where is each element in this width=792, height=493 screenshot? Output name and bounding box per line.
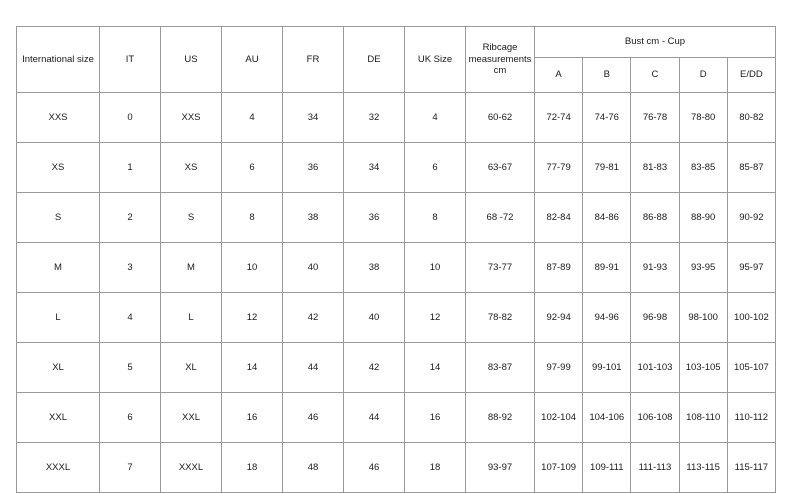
cell-international-size: S <box>17 193 100 243</box>
column-header-it: IT <box>100 27 161 93</box>
cell-fr: 46 <box>283 393 344 443</box>
cell-ribcage: 60-62 <box>466 93 535 143</box>
cell-de: 40 <box>344 293 405 343</box>
table-row <box>17 143 776 193</box>
column-header-au: AU <box>222 27 283 93</box>
cell-bust-d: 98-100 <box>679 293 727 343</box>
column-header-fr: FR <box>283 27 344 93</box>
column-header-cup-b: B <box>583 58 631 93</box>
column-header-cup-edd: E/DD <box>727 58 775 93</box>
column-header-ribcage: Ribcage measurements cm <box>466 27 535 93</box>
cell-it: 6 <box>100 393 161 443</box>
cell-bust-b: 109-111 <box>583 443 631 493</box>
column-header-de: DE <box>344 27 405 93</box>
cell-bust-c: 111-113 <box>631 443 679 493</box>
size-chart-table <box>16 26 776 493</box>
cell-ribcage: 73-77 <box>466 243 535 293</box>
cell-it: 5 <box>100 343 161 393</box>
cell-uk: 6 <box>405 143 466 193</box>
cell-bust-edd: 105-107 <box>727 343 775 393</box>
cell-de: 42 <box>344 343 405 393</box>
cell-bust-a: 82-84 <box>535 193 583 243</box>
cell-bust-b: 79-81 <box>583 143 631 193</box>
cell-ribcage: 63-67 <box>466 143 535 193</box>
cell-uk: 16 <box>405 393 466 443</box>
cell-uk: 12 <box>405 293 466 343</box>
cell-fr: 48 <box>283 443 344 493</box>
cell-international-size: XL <box>17 343 100 393</box>
table-header <box>17 27 776 93</box>
cell-bust-b: 84-86 <box>583 193 631 243</box>
cell-bust-d: 78-80 <box>679 93 727 143</box>
cell-us: M <box>161 243 222 293</box>
cell-bust-edd: 95-97 <box>727 243 775 293</box>
cell-bust-b: 94-96 <box>583 293 631 343</box>
cell-bust-d: 103-105 <box>679 343 727 393</box>
cell-us: S <box>161 193 222 243</box>
cell-bust-c: 101-103 <box>631 343 679 393</box>
cell-bust-b: 89-91 <box>583 243 631 293</box>
cell-au: 8 <box>222 193 283 243</box>
cell-bust-c: 86-88 <box>631 193 679 243</box>
cell-fr: 36 <box>283 143 344 193</box>
cell-us: XL <box>161 343 222 393</box>
cell-international-size: XXL <box>17 393 100 443</box>
cell-international-size: XXXL <box>17 443 100 493</box>
column-group-header-bust: Bust cm - Cup <box>535 27 776 58</box>
cell-us: XXS <box>161 93 222 143</box>
cell-bust-c: 81-83 <box>631 143 679 193</box>
cell-de: 34 <box>344 143 405 193</box>
cell-bust-a: 97-99 <box>535 343 583 393</box>
cell-de: 38 <box>344 243 405 293</box>
cell-bust-c: 106-108 <box>631 393 679 443</box>
cell-au: 6 <box>222 143 283 193</box>
cell-international-size: XXS <box>17 93 100 143</box>
cell-au: 12 <box>222 293 283 343</box>
table-body <box>17 93 776 493</box>
cell-bust-d: 88-90 <box>679 193 727 243</box>
cell-fr: 34 <box>283 93 344 143</box>
table-row <box>17 393 776 443</box>
cell-bust-c: 76-78 <box>631 93 679 143</box>
cell-bust-edd: 110-112 <box>727 393 775 443</box>
cell-ribcage: 88-92 <box>466 393 535 443</box>
column-header-international-size: International size <box>17 27 100 93</box>
cell-de: 32 <box>344 93 405 143</box>
cell-bust-edd: 90-92 <box>727 193 775 243</box>
column-header-cup-d: D <box>679 58 727 93</box>
cell-it: 1 <box>100 143 161 193</box>
cell-au: 16 <box>222 393 283 443</box>
cell-bust-d: 108-110 <box>679 393 727 443</box>
cell-au: 10 <box>222 243 283 293</box>
table-row <box>17 93 776 143</box>
cell-ribcage: 93-97 <box>466 443 535 493</box>
cell-international-size: M <box>17 243 100 293</box>
cell-bust-a: 77-79 <box>535 143 583 193</box>
cell-ribcage: 78-82 <box>466 293 535 343</box>
column-header-us: US <box>161 27 222 93</box>
table-row <box>17 293 776 343</box>
cell-bust-d: 83-85 <box>679 143 727 193</box>
cell-bust-b: 104-106 <box>583 393 631 443</box>
cell-it: 2 <box>100 193 161 243</box>
cell-bust-c: 91-93 <box>631 243 679 293</box>
cell-bust-a: 107-109 <box>535 443 583 493</box>
cell-fr: 42 <box>283 293 344 343</box>
header-row-top <box>17 27 776 58</box>
cell-bust-edd: 85-87 <box>727 143 775 193</box>
cell-international-size: XS <box>17 143 100 193</box>
cell-de: 44 <box>344 393 405 443</box>
cell-bust-edd: 80-82 <box>727 93 775 143</box>
cell-au: 14 <box>222 343 283 393</box>
cell-it: 3 <box>100 243 161 293</box>
cell-bust-c: 96-98 <box>631 293 679 343</box>
cell-bust-edd: 100-102 <box>727 293 775 343</box>
cell-fr: 40 <box>283 243 344 293</box>
cell-bust-a: 92-94 <box>535 293 583 343</box>
cell-uk: 10 <box>405 243 466 293</box>
column-header-cup-c: C <box>631 58 679 93</box>
cell-us: XS <box>161 143 222 193</box>
cell-bust-d: 113-115 <box>679 443 727 493</box>
cell-bust-b: 74-76 <box>583 93 631 143</box>
column-header-uk-size: UK Size <box>405 27 466 93</box>
cell-fr: 44 <box>283 343 344 393</box>
cell-fr: 38 <box>283 193 344 243</box>
cell-bust-edd: 115-117 <box>727 443 775 493</box>
cell-uk: 4 <box>405 93 466 143</box>
cell-bust-d: 93-95 <box>679 243 727 293</box>
cell-international-size: L <box>17 293 100 343</box>
cell-bust-a: 72-74 <box>535 93 583 143</box>
cell-it: 0 <box>100 93 161 143</box>
cell-uk: 18 <box>405 443 466 493</box>
cell-de: 36 <box>344 193 405 243</box>
cell-it: 7 <box>100 443 161 493</box>
cell-bust-a: 87-89 <box>535 243 583 293</box>
table-row <box>17 343 776 393</box>
cell-au: 4 <box>222 93 283 143</box>
cell-us: L <box>161 293 222 343</box>
cell-bust-a: 102-104 <box>535 393 583 443</box>
table-row <box>17 193 776 243</box>
cell-ribcage: 68 -72 <box>466 193 535 243</box>
cell-us: XXXL <box>161 443 222 493</box>
cell-de: 46 <box>344 443 405 493</box>
cell-uk: 14 <box>405 343 466 393</box>
column-header-cup-a: A <box>535 58 583 93</box>
cell-au: 18 <box>222 443 283 493</box>
cell-ribcage: 83-87 <box>466 343 535 393</box>
table-row <box>17 243 776 293</box>
cell-us: XXL <box>161 393 222 443</box>
cell-it: 4 <box>100 293 161 343</box>
cell-uk: 8 <box>405 193 466 243</box>
cell-bust-b: 99-101 <box>583 343 631 393</box>
